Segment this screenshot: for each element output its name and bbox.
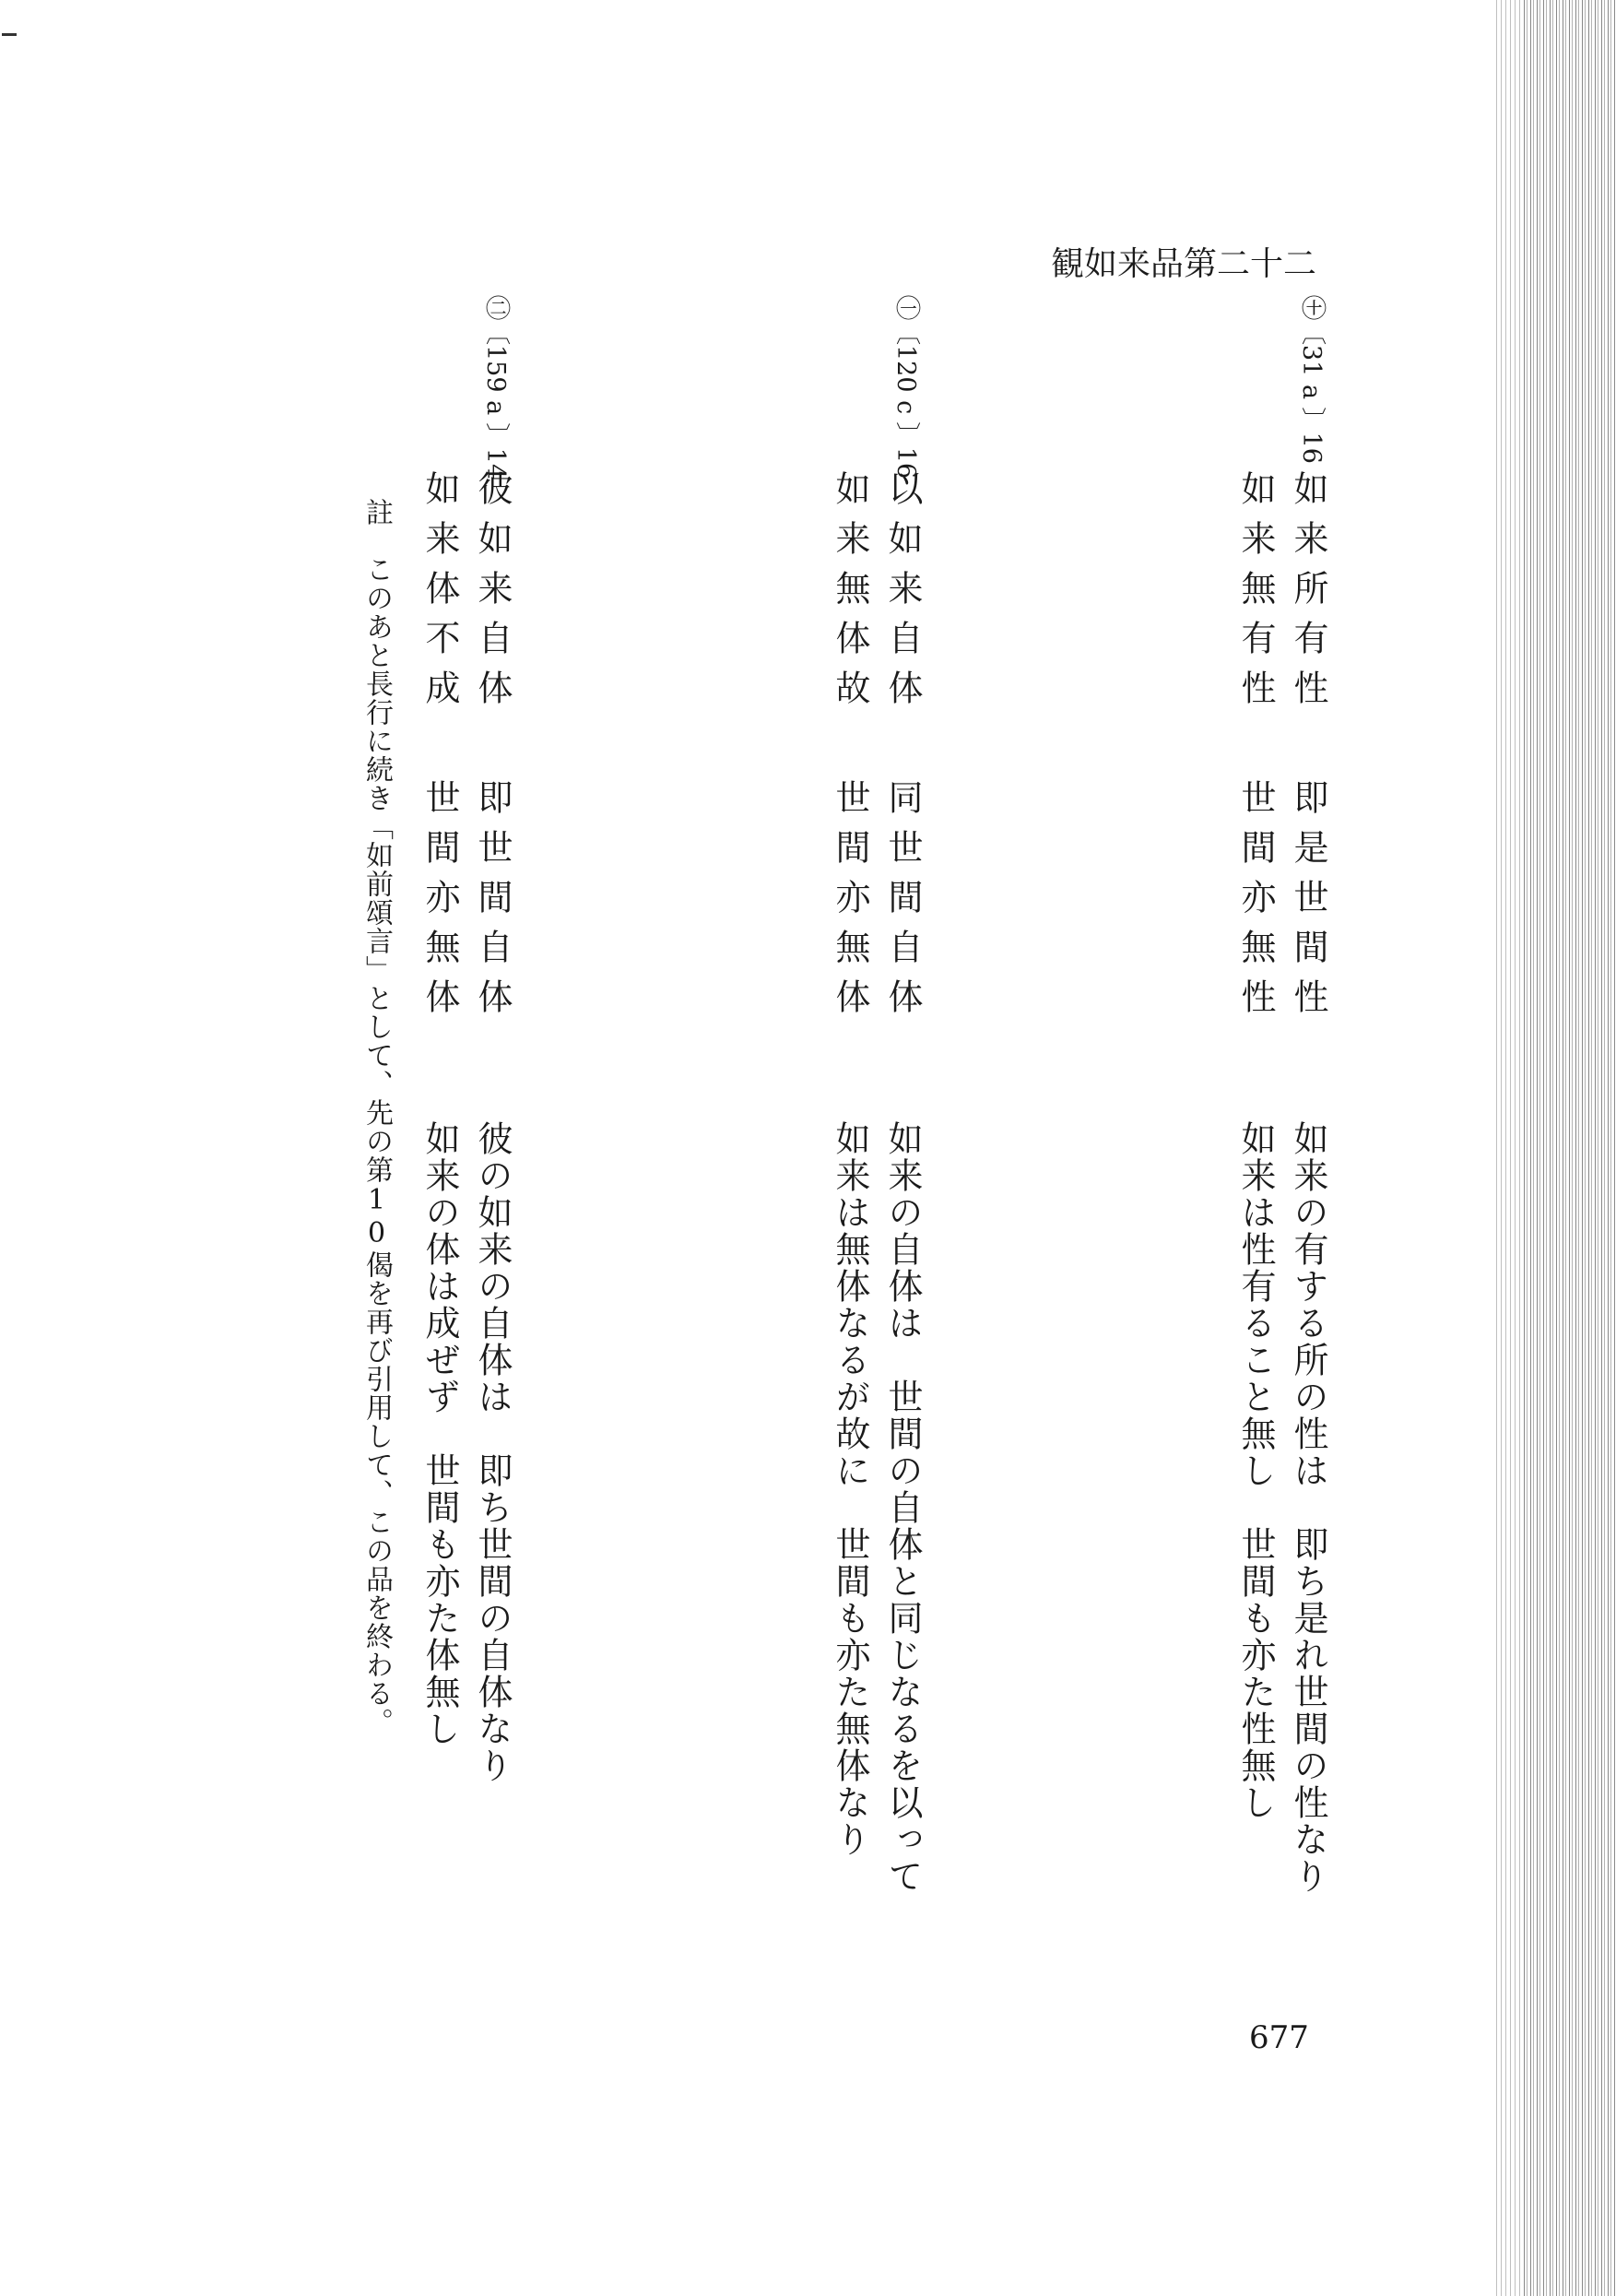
verse-1-reading-2: 如来は性有ること無し 世間も亦た性無し: [1235, 1120, 1276, 1821]
scan-corner-mark: [2, 33, 17, 36]
verse-1-reference: ㊉〔31 a 〕16: [1297, 295, 1326, 464]
verse-2-reading-2: 如来は無体なるが故に 世間も亦た無体なり: [830, 1120, 870, 1858]
verse-2-reading-1: 如来の自体は 世間の自体と同じなるを以って: [882, 1120, 923, 1895]
verse-2-line-2b: 世間亦無体: [830, 779, 870, 1028]
verse-2-reference: ㊀〔120 c 〕16: [891, 295, 920, 479]
verse-1-line-2a: 如来無有性: [1235, 470, 1276, 719]
verse-1-reading-1: 如来の有する所の性は 即ち是れ世間の性なり: [1288, 1120, 1328, 1895]
verse-3-reading-1: 彼の如来の自体は 即ち世間の自体なり: [472, 1120, 513, 1784]
verse-2-line-2a: 如来無体故: [830, 470, 870, 719]
verse-1-line-1a: 如来所有性: [1288, 470, 1328, 719]
book-binding-edge: [1524, 0, 1616, 2296]
verse-2-line-1b: 同世間自体: [882, 779, 923, 1028]
page-number: 677: [1249, 2019, 1309, 2056]
verse-3-line-2b: 世間亦無体: [419, 779, 460, 1028]
verse-3-line-2a: 如来体不成: [419, 470, 460, 719]
footnote: 註 このあと長行に続き「如前頌言」として、先の第10偈を再び引用して、この品を終わる。: [360, 498, 393, 1736]
verse-3-reference: ㊁〔159 a 〕14: [481, 295, 510, 480]
verse-1-line-1b: 即是世間性: [1288, 779, 1328, 1028]
binding-shadow: [1496, 0, 1524, 2296]
chapter-title: 観如来品第二十二: [1051, 245, 1317, 283]
verse-3-line-1b: 即世間自体: [472, 779, 513, 1028]
verse-3-line-1a: 彼如来自体: [472, 470, 513, 719]
verse-3-reading-2: 如来の体は成ぜず 世間も亦た体無し: [419, 1120, 460, 1747]
verse-1-line-2b: 世間亦無性: [1235, 779, 1276, 1028]
verse-2-line-1a: 以如来自体: [882, 470, 923, 719]
